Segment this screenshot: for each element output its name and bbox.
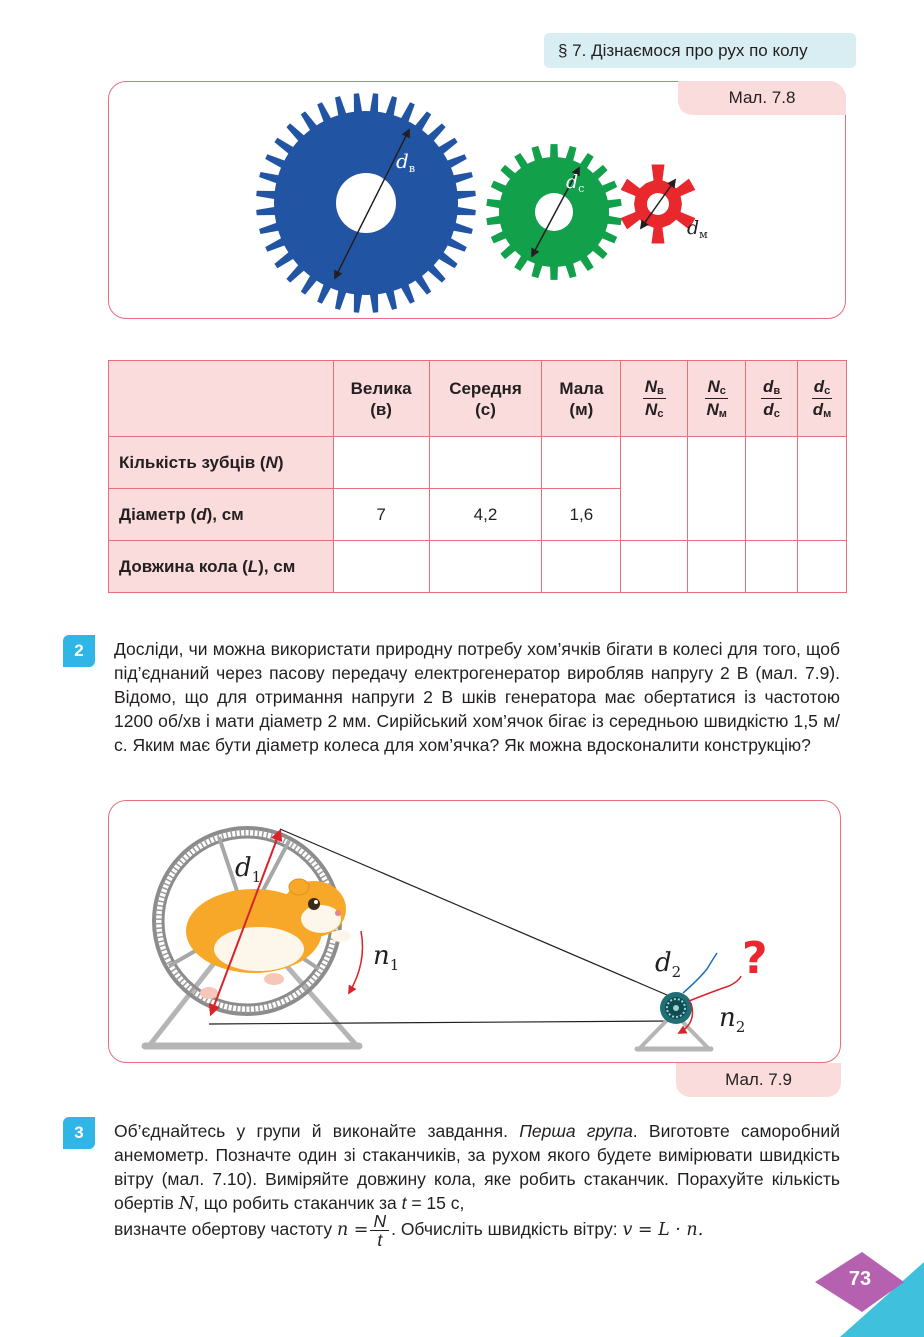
d2-label: $d_2$ bbox=[655, 948, 682, 981]
section-header: § 7. Дізнаємося про рух по колу bbox=[544, 33, 856, 68]
table-cell-ratio bbox=[688, 437, 746, 541]
col-header-ratio-nb-nc: $\frac{N_в}{N_с}$ bbox=[621, 361, 688, 437]
table-cell bbox=[333, 541, 429, 593]
n2-label: $n_2$ bbox=[719, 1003, 746, 1036]
task-2-number: 2 bbox=[63, 635, 95, 667]
table-cell-ratio bbox=[621, 437, 688, 541]
figure-gears bbox=[108, 81, 846, 319]
figure-7-8-label: Мал. 7.8 bbox=[678, 81, 846, 115]
col-header-ratio-db-dc: $\frac{d_в}{d_с}$ bbox=[746, 361, 798, 437]
table-cell: 4,2 bbox=[429, 489, 542, 541]
row-header-diameter: Діаметр (d), см bbox=[109, 489, 334, 541]
table-cell bbox=[542, 541, 621, 593]
figure-hamster-wheel bbox=[108, 800, 841, 1063]
table-cell-ratio bbox=[746, 437, 798, 541]
d-big-label: $d_в$ bbox=[396, 149, 416, 175]
d-small-label: $d_м$ bbox=[687, 217, 708, 241]
col-header-ratio-nc-nm: $\frac{N_с}{N_м}$ bbox=[688, 361, 746, 437]
d1-label: $d_1$ bbox=[235, 853, 262, 886]
question-mark-icon: ? bbox=[742, 933, 768, 984]
table-cell bbox=[542, 437, 621, 489]
row-header-circumference: Довжина кола (L), см bbox=[109, 541, 334, 593]
col-header-big: Велика (в) bbox=[333, 361, 429, 437]
table-row bbox=[109, 541, 847, 593]
page-number: 73 bbox=[848, 1268, 872, 1290]
hamster-icon bbox=[186, 879, 351, 999]
table-cell bbox=[333, 437, 429, 489]
task-3-formula-line: визначте обертову частоту n = $\frac{N}{t}$ . Обчисліть швидкість вітру: v = L · n. bbox=[114, 1211, 704, 1250]
d-mid-label: $d_с$ bbox=[566, 171, 585, 195]
table-cell bbox=[798, 541, 847, 593]
table-cell bbox=[746, 541, 798, 593]
table-cell: 7 bbox=[333, 489, 429, 541]
table-corner-cell bbox=[109, 361, 334, 437]
gears-table bbox=[108, 360, 847, 593]
hamster-wheel-illustration bbox=[109, 801, 841, 1063]
task-3-number: 3 bbox=[63, 1117, 95, 1149]
table-cell bbox=[429, 437, 542, 489]
table-cell: 1,6 bbox=[542, 489, 621, 541]
table-cell bbox=[688, 541, 746, 593]
col-header-medium: Середня (с) bbox=[429, 361, 542, 437]
col-header-ratio-dc-dm: $\frac{d_с}{d_м}$ bbox=[798, 361, 847, 437]
table-cell-ratio bbox=[798, 437, 847, 541]
table-row bbox=[109, 437, 847, 489]
gears-illustration bbox=[109, 82, 846, 319]
figure-7-9-label: Мал. 7.9 bbox=[676, 1063, 841, 1097]
frequency-fraction: $\frac{N}{t}$ bbox=[370, 1212, 389, 1249]
col-header-small: Мала (м) bbox=[542, 361, 621, 437]
n1-label: $n_1$ bbox=[373, 941, 400, 974]
table-cell bbox=[429, 541, 542, 593]
big-gear-icon bbox=[256, 93, 476, 313]
row-header-teeth: Кількість зубців (N) bbox=[109, 437, 334, 489]
generator-pulley-icon bbox=[637, 953, 741, 1049]
task-2-text: Досліди, чи можна використати природну потребу хом’ячків бігати в колесі для того, щоб під’єднаний через пасову передачу електрогенератор виробляв напругу 2 В (мал. 7.9). Відомо, що для отримання напруги 2 В шків генератора має обертатися із частотою 1200 об/хв і мати діаметр 2 мм. Сирійський хом’ячок бігає із середньою швидкістю 1,5 м/с. Яким має бути діаметр колеса для хом’ячка? Як можна вдосконалити конструкцію? bbox=[114, 639, 840, 755]
medium-gear-icon bbox=[486, 144, 621, 280]
task-3-text: Об’єднайтесь у групи й виконайте завдання. Перша група. Виготовте саморобний анемометр. Позначте один зі стаканчиків, за рухом якого будете вимірювати швидкість вітру (мал. 7.10). Виміряйте довжину кола, яке робить стаканчик. Порахуйте кількість обертів N, що робить стаканчик за t = 15 с, bbox=[114, 1121, 840, 1214]
table-cell bbox=[621, 541, 688, 593]
